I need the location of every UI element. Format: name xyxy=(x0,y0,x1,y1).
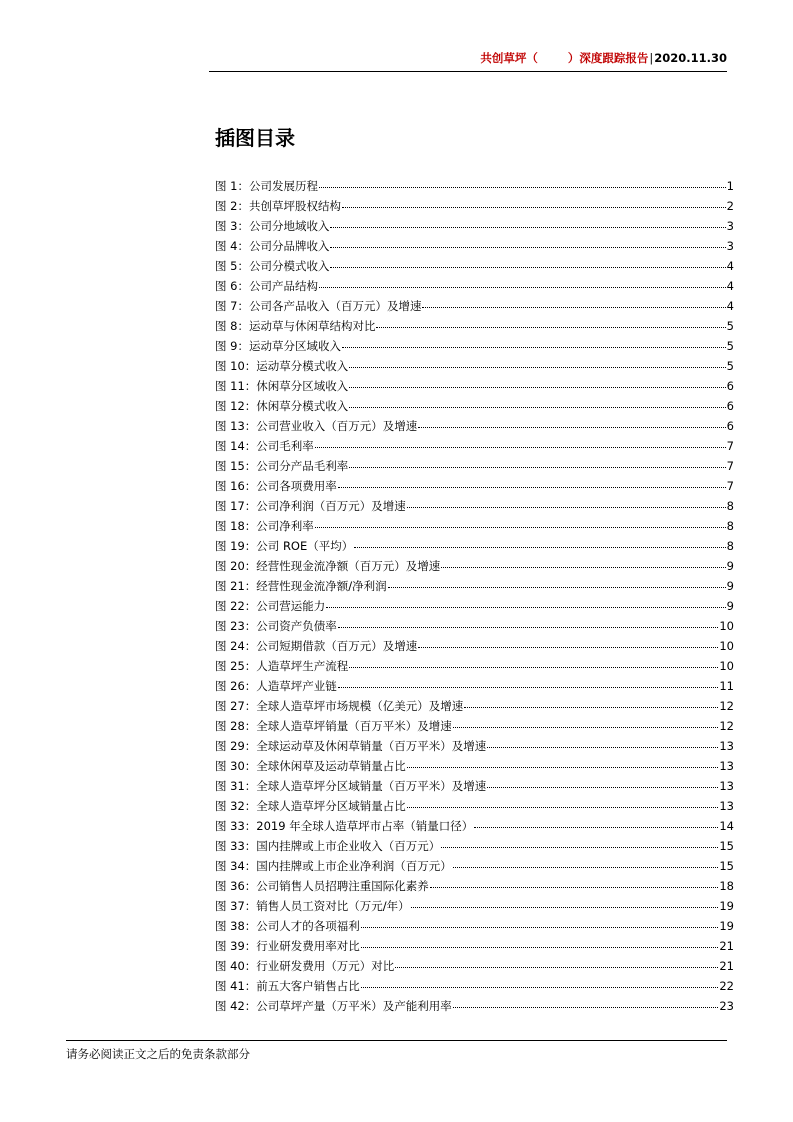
toc-entry-label: 图 23：公司资产负债率 xyxy=(215,619,337,633)
toc-leader-dots xyxy=(349,466,725,468)
header-divider xyxy=(209,71,727,72)
toc-entry-label: 图 33：国内挂牌或上市企业收入（百万元） xyxy=(215,839,441,853)
toc-entry-page: 8 xyxy=(726,519,734,533)
toc-entry[interactable] xyxy=(215,516,734,536)
toc-entry-page: 3 xyxy=(726,219,734,233)
toc-entry-label: 图 17：公司净利润（百万元）及增速 xyxy=(215,499,406,513)
toc-entry-label: 图 5：公司分模式收入 xyxy=(215,259,330,273)
toc-leader-dots xyxy=(453,1006,719,1008)
toc-entry-page: 10 xyxy=(719,659,734,673)
toc-leader-dots xyxy=(464,706,718,708)
toc-entry[interactable] xyxy=(215,616,734,636)
toc-leader-dots xyxy=(354,546,725,548)
toc-entry-page: 23 xyxy=(719,999,734,1013)
toc-entry-page: 15 xyxy=(719,839,734,853)
footer-disclaimer: 请务必阅读正文之后的免责条款部分 xyxy=(66,1047,250,1061)
toc-leader-dots xyxy=(487,786,718,788)
header-report-type: ）深度跟踪报告 xyxy=(567,51,649,65)
toc-entry-page: 12 xyxy=(719,699,734,713)
toc-entry-label: 图 11：休闲草分区域收入 xyxy=(215,379,349,393)
toc-entry[interactable] xyxy=(215,416,734,436)
toc-entry[interactable] xyxy=(215,596,734,616)
toc-entry-page: 21 xyxy=(719,939,734,953)
toc-entry[interactable] xyxy=(215,876,734,896)
toc-entry[interactable] xyxy=(215,716,734,736)
toc-leader-dots xyxy=(361,986,719,988)
toc-entry-page: 2 xyxy=(726,199,734,213)
toc-entry-label: 图 12：休闲草分模式收入 xyxy=(215,399,349,413)
toc-entry-label: 图 9：运动草分区域收入 xyxy=(215,339,341,353)
toc-entry-label: 图 28：全球人造草坪销量（百万平米）及增速 xyxy=(215,719,452,733)
toc-leader-dots xyxy=(407,766,719,768)
toc-entry-label: 图 24：公司短期借款（百万元）及增速 xyxy=(215,639,418,653)
toc-leader-dots xyxy=(349,406,725,408)
header-separator: | xyxy=(649,51,654,65)
toc-leader-dots xyxy=(453,866,719,868)
toc-entry-label: 图 26：人造草坪产业链 xyxy=(215,679,337,693)
toc-entry-page: 14 xyxy=(719,819,734,833)
toc-leader-dots xyxy=(326,606,725,608)
toc-entry[interactable] xyxy=(215,216,734,236)
toc-entry[interactable] xyxy=(215,256,734,276)
toc-entry-page: 11 xyxy=(719,679,734,693)
toc-entry-page: 19 xyxy=(719,899,734,913)
footer-divider xyxy=(66,1040,727,1041)
toc-leader-dots xyxy=(418,426,725,428)
toc-entry-label: 图 6：公司产品结构 xyxy=(215,279,318,293)
toc-leader-dots xyxy=(330,226,725,228)
toc-entry[interactable] xyxy=(215,836,734,856)
toc-entry-page: 9 xyxy=(726,579,734,593)
toc-entry-page: 13 xyxy=(719,759,734,773)
toc-entry-label: 图 21：经营性现金流净额/净利润 xyxy=(215,579,387,593)
toc-leader-dots xyxy=(407,806,719,808)
toc-entry[interactable] xyxy=(215,736,734,756)
toc-entry[interactable] xyxy=(215,556,734,576)
toc-entry-label: 图 19：公司 ROE（平均） xyxy=(215,539,354,553)
toc-entry[interactable] xyxy=(215,576,734,596)
toc-entry-page: 8 xyxy=(726,499,734,513)
toc-entry-label: 图 33：2019 年全球人造草坪市占率（销量口径） xyxy=(215,819,474,833)
toc-entry-label: 图 27：全球人造草坪市场规模（亿美元）及增速 xyxy=(215,699,464,713)
toc-entry-page: 21 xyxy=(719,959,734,973)
toc-leader-dots xyxy=(342,206,726,208)
toc-leader-dots xyxy=(349,386,725,388)
toc-leader-dots xyxy=(453,726,719,728)
toc-entry[interactable] xyxy=(215,316,734,336)
toc-leader-dots xyxy=(338,626,719,628)
toc-entry-label: 图 20：经营性现金流净额（百万元）及增速 xyxy=(215,559,441,573)
toc-leader-dots xyxy=(388,586,726,588)
toc-entry-label: 图 39：行业研发费用率对比 xyxy=(215,939,360,953)
toc-entry-page: 7 xyxy=(726,459,734,473)
toc-entry[interactable] xyxy=(215,776,734,796)
toc-entry[interactable] xyxy=(215,176,734,196)
toc-entry-label: 图 3：公司分地域收入 xyxy=(215,219,330,233)
toc-entry-page: 3 xyxy=(726,239,734,253)
toc-entry-page: 7 xyxy=(726,439,734,453)
toc-entry[interactable] xyxy=(215,436,734,456)
toc-entry[interactable] xyxy=(215,276,734,296)
toc-entry-page: 6 xyxy=(726,379,734,393)
toc-entry[interactable] xyxy=(215,916,734,936)
toc-leader-dots xyxy=(315,446,726,448)
toc-entry-page: 5 xyxy=(726,359,734,373)
toc-entry[interactable] xyxy=(215,356,734,376)
toc-entry-page: 5 xyxy=(726,339,734,353)
toc-entry-page: 6 xyxy=(726,399,734,413)
toc-entry-label: 图 1：公司发展历程 xyxy=(215,179,318,193)
toc-leader-dots xyxy=(338,686,719,688)
toc-entry-page: 13 xyxy=(719,799,734,813)
page-title: 插图目录 xyxy=(215,126,295,150)
toc-entry[interactable] xyxy=(215,476,734,496)
toc-entry-page: 4 xyxy=(726,259,734,273)
toc-entry[interactable] xyxy=(215,956,734,976)
toc-leader-dots xyxy=(487,746,718,748)
toc-entry-label: 图 22：公司营运能力 xyxy=(215,599,326,613)
toc-entry-label: 图 8：运动草与休闲草结构对比 xyxy=(215,319,376,333)
toc-entry-label: 图 4：公司分品牌收入 xyxy=(215,239,330,253)
toc-leader-dots xyxy=(349,366,725,368)
toc-entry-label: 图 29：全球运动草及休闲草销量（百万平米）及增速 xyxy=(215,739,487,753)
toc-entry-label: 图 18：公司净利率 xyxy=(215,519,314,533)
toc-entry-page: 1 xyxy=(726,179,734,193)
toc-leader-dots xyxy=(315,526,726,528)
toc-entry-label: 图 37：销售人员工资对比（万元/年） xyxy=(215,899,410,913)
toc-entry-page: 13 xyxy=(719,739,734,753)
toc-entry-page: 15 xyxy=(719,859,734,873)
figure-list xyxy=(215,176,734,1016)
toc-entry[interactable] xyxy=(215,856,734,876)
toc-leader-dots xyxy=(361,926,719,928)
toc-leader-dots xyxy=(395,966,718,968)
toc-entry[interactable] xyxy=(215,796,734,816)
toc-entry[interactable] xyxy=(215,996,734,1016)
toc-leader-dots xyxy=(338,486,726,488)
toc-leader-dots xyxy=(411,906,719,908)
toc-entry[interactable] xyxy=(215,656,734,676)
toc-leader-dots xyxy=(430,886,719,888)
toc-entry-page: 19 xyxy=(719,919,734,933)
toc-entry[interactable] xyxy=(215,456,734,476)
toc-entry-label: 图 36：公司销售人员招聘注重国际化素养 xyxy=(215,879,429,893)
toc-entry-label: 图 7：公司各产品收入（百万元）及增速 xyxy=(215,299,422,313)
toc-entry-page: 8 xyxy=(726,539,734,553)
toc-entry-page: 5 xyxy=(726,319,734,333)
toc-entry-label: 图 14：公司毛利率 xyxy=(215,439,314,453)
toc-leader-dots xyxy=(376,326,725,328)
toc-leader-dots xyxy=(319,286,726,288)
toc-entry[interactable] xyxy=(215,696,734,716)
toc-entry-page: 7 xyxy=(726,479,734,493)
toc-entry[interactable] xyxy=(215,496,734,516)
toc-entry-label: 图 30：全球休闲草及运动草销量占比 xyxy=(215,759,406,773)
toc-entry-page: 4 xyxy=(726,299,734,313)
toc-entry-page: 9 xyxy=(726,559,734,573)
toc-entry[interactable] xyxy=(215,816,734,836)
toc-entry[interactable] xyxy=(215,296,734,316)
toc-leader-dots xyxy=(342,346,726,348)
toc-entry[interactable] xyxy=(215,336,734,356)
toc-entry-page: 12 xyxy=(719,719,734,733)
toc-entry-label: 图 41：前五大客户销售占比 xyxy=(215,979,360,993)
toc-entry[interactable] xyxy=(215,636,734,656)
toc-leader-dots xyxy=(361,946,719,948)
toc-entry-page: 18 xyxy=(719,879,734,893)
toc-entry-label: 图 25：人造草坪生产流程 xyxy=(215,659,349,673)
header-brand: 共创草坪（ xyxy=(480,51,538,65)
toc-entry-page: 13 xyxy=(719,779,734,793)
toc-entry-label: 图 32：全球人造草坪分区域销量占比 xyxy=(215,799,406,813)
toc-entry[interactable] xyxy=(215,676,734,696)
toc-entry-label: 图 34：国内挂牌或上市企业净利润（百万元） xyxy=(215,859,452,873)
toc-leader-dots xyxy=(319,186,726,188)
toc-entry[interactable] xyxy=(215,936,734,956)
toc-entry-label: 图 2：共创草坪股权结构 xyxy=(215,199,341,213)
header-date: 2020.11.30 xyxy=(654,51,727,65)
toc-leader-dots xyxy=(422,306,725,308)
toc-entry-label: 图 10：运动草分模式收入 xyxy=(215,359,349,373)
toc-entry-label: 图 42：公司草坪产量（万平米）及产能利用率 xyxy=(215,999,452,1013)
toc-entry-page: 22 xyxy=(719,979,734,993)
toc-leader-dots xyxy=(349,666,718,668)
toc-leader-dots xyxy=(330,246,725,248)
toc-leader-dots xyxy=(418,646,718,648)
toc-entry[interactable] xyxy=(215,236,734,256)
toc-entry-page: 6 xyxy=(726,419,734,433)
toc-leader-dots xyxy=(441,566,725,568)
toc-leader-dots xyxy=(407,506,726,508)
toc-leader-dots xyxy=(474,826,718,828)
toc-entry-label: 图 38：公司人才的各项福利 xyxy=(215,919,360,933)
toc-entry-page: 9 xyxy=(726,599,734,613)
toc-entry-label: 图 40：行业研发费用（万元）对比 xyxy=(215,959,395,973)
toc-leader-dots xyxy=(441,846,718,848)
toc-entry-page: 4 xyxy=(726,279,734,293)
toc-entry[interactable] xyxy=(215,976,734,996)
toc-entry-label: 图 15：公司分产品毛利率 xyxy=(215,459,349,473)
toc-entry[interactable] xyxy=(215,756,734,776)
toc-entry[interactable] xyxy=(215,376,734,396)
toc-entry[interactable] xyxy=(215,196,734,216)
toc-entry-label: 图 13：公司营业收入（百万元）及增速 xyxy=(215,419,418,433)
toc-entry-label: 图 31：全球人造草坪分区域销量（百万平米）及增速 xyxy=(215,779,487,793)
toc-leader-dots xyxy=(330,266,725,268)
toc-entry[interactable] xyxy=(215,396,734,416)
toc-entry-page: 10 xyxy=(719,639,734,653)
toc-entry-label: 图 16：公司各项费用率 xyxy=(215,479,337,493)
page-header xyxy=(0,50,727,66)
toc-entry[interactable] xyxy=(215,896,734,916)
toc-entry[interactable] xyxy=(215,536,734,556)
toc-entry-page: 10 xyxy=(719,619,734,633)
